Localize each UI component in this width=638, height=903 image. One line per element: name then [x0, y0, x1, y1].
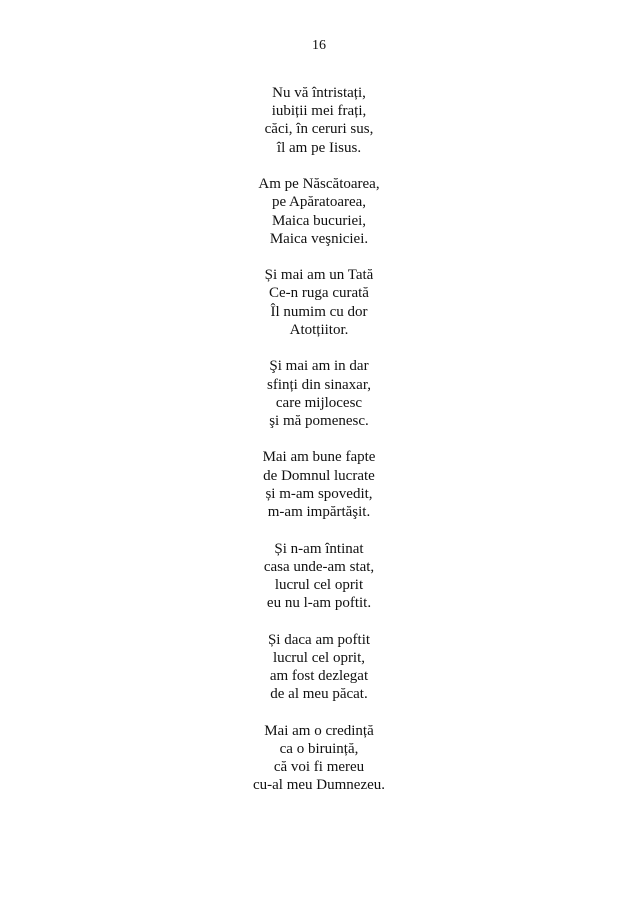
poem-line: că voi fi mereu: [273, 759, 365, 776]
poem-line: Ce-n ruga curată: [269, 285, 369, 302]
poem-line: de al meu păcat.: [270, 686, 368, 703]
stanza-2: [0, 175, 638, 248]
poem-line: și m-am spovedit,: [265, 485, 373, 502]
poem-line: Mai am bune fapte: [262, 449, 376, 466]
poem-line: Și n-am întinat: [274, 540, 364, 557]
poem-line: Și daca am poftit: [267, 631, 371, 648]
poem-line: Îl numim cu dor: [270, 303, 368, 320]
poem-line: Nu vă întristați,: [272, 85, 366, 101]
poem-line: Maica bucuriei,: [271, 212, 367, 229]
poem-line: iubiții mei frați,: [271, 103, 367, 120]
poem-line: lucrul cel oprit,: [272, 649, 366, 666]
poem-line: Maica veşniciei.: [269, 230, 369, 247]
stanza-4: [0, 357, 638, 430]
poem-line: cu-al meu Dumnezeu.: [252, 777, 386, 794]
poem-line: ca o biruință,: [279, 740, 359, 757]
stanza-1: [0, 84, 638, 157]
stanza-6: [0, 540, 638, 613]
page-number: 16: [312, 38, 326, 53]
stanza-8: [0, 722, 638, 795]
stanza-3: [0, 266, 638, 339]
poem-line: m-am impărtăşit.: [267, 504, 371, 521]
poem-line: îl am pe Iisus.: [276, 139, 362, 156]
poem-line: eu nu l-am poftit.: [266, 595, 372, 612]
poem-line: şi mă pomenesc.: [269, 412, 369, 429]
poem-line: Atotțiitor.: [289, 321, 349, 338]
poem-line: lucrul cel oprit: [274, 576, 364, 593]
poem-line: de Domnul lucrate: [263, 467, 375, 484]
poem-line: pe Apăratoarea,: [271, 194, 367, 211]
poem-line: care mijlocesc: [275, 394, 363, 411]
poem-line: Şi mai am in dar: [269, 358, 369, 375]
stanza-5: [0, 448, 638, 521]
poem-line: Mai am o credință: [264, 722, 374, 739]
stanza-7: [0, 631, 638, 704]
poem-line: sfinți din sinaxar,: [267, 376, 371, 393]
poem-line: casa unde-am stat,: [263, 558, 375, 575]
poem-line: am fost dezlegat: [269, 668, 369, 685]
poem-line: Și mai am un Tată: [264, 267, 374, 284]
poem: [0, 84, 638, 813]
poem-line: căci, în ceruri sus,: [264, 121, 374, 138]
poem-line: Am pe Născătoarea,: [258, 176, 380, 193]
